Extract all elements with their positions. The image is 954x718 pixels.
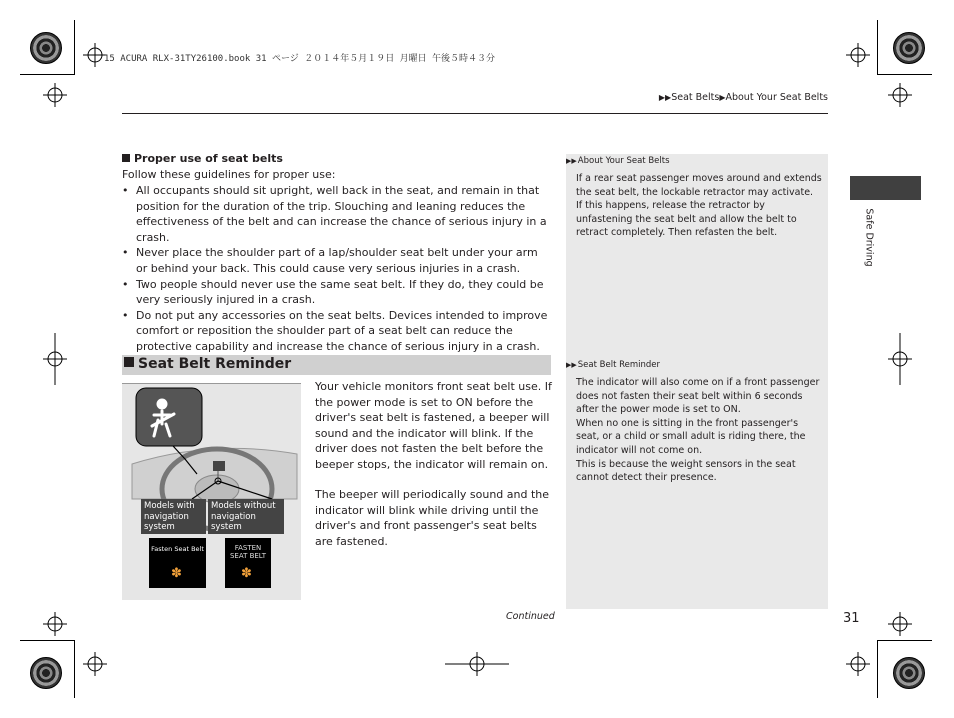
square-bullet-icon <box>124 357 134 367</box>
seat-belt-indicator-icon: ✽ <box>171 566 182 581</box>
page-number: 31 <box>843 611 860 626</box>
breadcrumb-arrow-icon: ▶▶ <box>658 93 672 102</box>
note-paragraph: This is because the weight sensors in the seat cannot detect their presence. <box>576 458 796 484</box>
note-paragraph: When no one is sitting in the front passenger's seat, or a child or small adult is riding there, the indicator will not come on. <box>576 417 806 456</box>
continued-label: Continued <box>506 611 555 622</box>
note-paragraph: The indicator will also come on if a front passenger does not fasten their seat belt within 6 seconds after the power mode is set to ON. <box>576 377 820 416</box>
list-item: • Do not put any accessories on the seat belts. Devices intended to improve comfort or reposition the shoulder part of a seat belt can reduce the protective capability and increase the chance of serious injury in a crash. <box>122 308 552 355</box>
chapter-label: Safe Driving <box>863 208 875 267</box>
caption-with-navigation: Models with navigation system <box>141 499 206 534</box>
breadcrumb-item-about-seat-belts: About Your Seat Belts <box>725 92 828 103</box>
display-text: Fasten Seat Belt <box>151 545 204 553</box>
print-header: 15 ACURA RLX-31TY26100.book 31 ページ ２０１４年５月１９日 月曜日 午後５時４３分 <box>104 54 496 64</box>
reminder-paragraph-2: The beeper will periodically sound and the indicator will blink while driving until the driver's and front passenger's seat belts are fastened. <box>315 488 550 548</box>
note-body-about: If a rear seat passenger moves around and extends the seat belt, the lockable retractor may activate. If this happens, release the retractor by unfastening the seat belt and allow the belt to retract completely. Then refasten the belt. <box>576 173 822 239</box>
caption-without-navigation: Models without navigation system <box>208 499 284 534</box>
breadcrumb-arrow-icon: ▶ <box>719 93 726 102</box>
note-icon: ▶▶ <box>566 157 577 165</box>
proper-use-intro: Follow these guidelines for proper use: <box>122 168 336 181</box>
square-bullet-icon <box>122 154 130 162</box>
seat-belt-indicator-icon: ✽ <box>241 566 252 581</box>
note-icon: ▶▶ <box>566 361 577 369</box>
list-item: • Never place the shoulder part of a lap/shoulder seat belt under your arm or behind your back. This could cause very serious injuries in a crash. <box>122 245 552 276</box>
note-title-reminder: ▶▶Seat Belt Reminder <box>566 360 661 370</box>
list-item: • All occupants should sit upright, well back in the seat, and remain in that position for the duration of the trip. Slouching and leaning reduces the effectiveness of the belt and can increase the chance of serious injury in a crash. <box>122 183 552 245</box>
proper-use-list <box>122 183 552 355</box>
proper-use-heading: Proper use of seat belts <box>122 152 283 165</box>
section-title: Seat Belt Reminder <box>124 356 291 372</box>
reminder-paragraph-1: Your vehicle monitors front seat belt use. If the power mode is set to ON before the driver's seat belt is fastened, a beeper will sound and the indicator will blink. If the driver does not fasten the belt before the beeper stops, the indicator will remain on. <box>315 380 552 471</box>
breadcrumb <box>659 92 828 103</box>
note-body-reminder <box>576 376 822 485</box>
note-title-about: ▶▶About Your Seat Belts <box>566 156 670 166</box>
display-with-navigation <box>149 538 206 588</box>
chapter-tab <box>850 176 921 200</box>
display-text: FASTEN SEAT BELT <box>229 544 267 560</box>
breadcrumb-item-seat-belts: Seat Belts <box>671 92 720 103</box>
list-item: • Two people should never use the same seat belt. If they do, they could be very seriously injured in a crash. <box>122 277 552 308</box>
header-rule <box>122 113 828 114</box>
display-without-navigation <box>225 538 271 588</box>
